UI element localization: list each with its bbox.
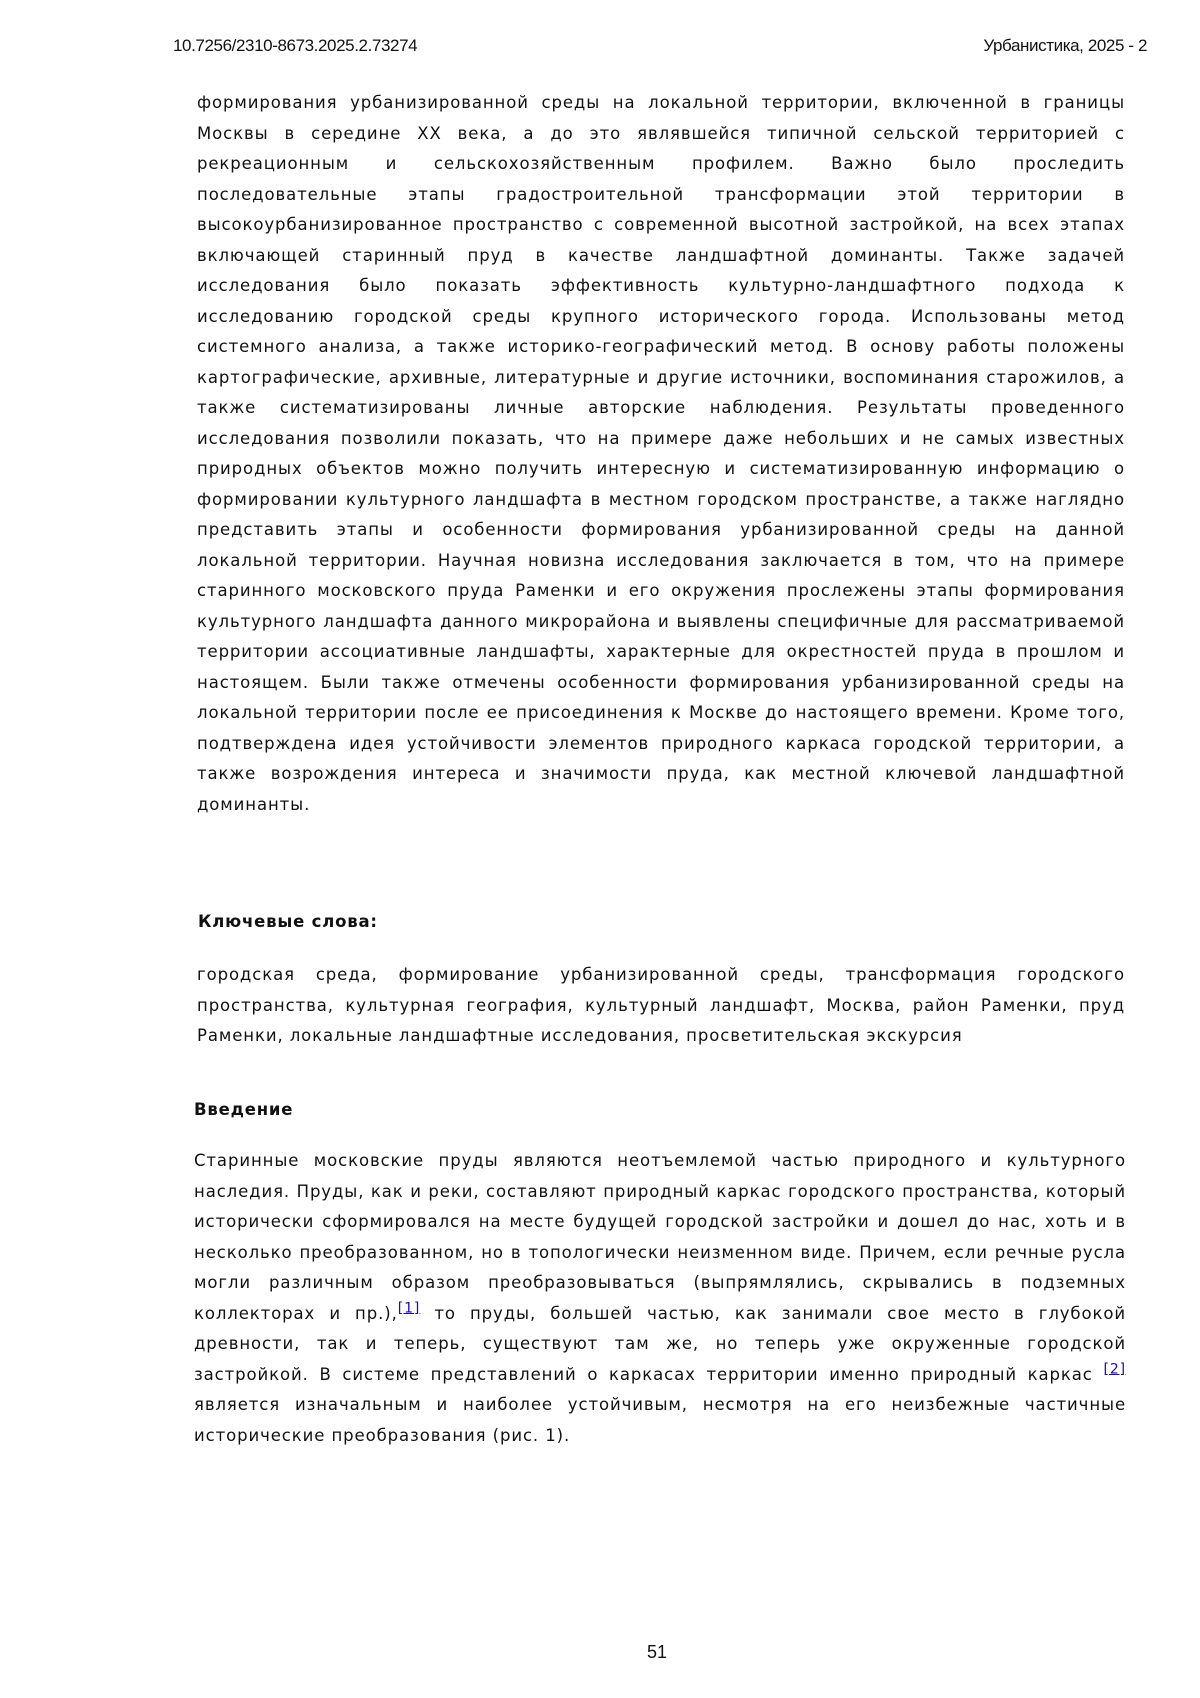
keyword-item: просветительская экскурсия: [686, 1026, 962, 1045]
keywords-list: городская среда, формирование урбанизированной среды, трансформация городского пространства, культурная география, культурный ландшафт, Москва, район Раменки, пруд Раменки, локальные ландшафтные исследования, просветительская экскурсия: [197, 960, 1125, 1052]
keyword-item: локальные ландшафтные исследования: [290, 1026, 674, 1045]
introduction-text: [194, 1146, 1126, 1451]
keyword-item: трансформация городского пространства: [197, 965, 1125, 1015]
introduction-heading: Введение: [194, 1100, 293, 1119]
abstract-text: формирования урбанизированной среды на локальной территории, включенной в границы Москвы в середине ХХ века, а до это являвшейся типичной сельской территорией с рекреационным и сельскохозяйственным профилем. Важно было проследить последовательные этапы градостроительной трансформации этой территории в высокоурбанизированное пространство с современной высотной застройкой, на всех этапах включающей старинный пруд в качестве ландшафтной доминанты. Также задачей исследования было показать эффективность культурно-ландшафтного подхода к исследованию городской среды крупного исторического города. Использованы метод системного анализа, а также историко-географический метод. В основу работы положены картографические, архивные, литературные и другие источники, воспоминания старожилов, а также систематизированы личные авторские наблюдения. Результаты проведенного исследования позволили показать, что на примере даже небольших и не самых известных природных объектов можно получить интересную и систематизированную информацию о формировании культурного ландшафта в местном городском пространстве, а также наглядно представить этапы и особенности формирования урбанизированной среды на данной локальной территории. Научная новизна исследования заключается в том, что на примере старинного московского пруда Раменки и его окружения прослежены этапы формирования культурного ландшафта данного микрорайона и выявлены специфичные для рассматриваемой территории ассоциативные ландшафты, характерные для окрестностей пруда в прошлом и настоящем. Были также отмечены особенности формирования урбанизированной среды на локальной территории после ее присоединения к Москве до настоящего времени. Кроме того, подтверждена идея устойчивости элементов природного каркаса городской территории, а также возрождения интереса и значимости пруда, как местной ключевой ландшафтной доминанты.: [197, 88, 1125, 820]
intro-text-part-1: Старинные московские пруды являются неотъемлемой частью природного и культурного наследия. Пруды, как и реки, составляют природный каркас городского пространства, который исторически сформировался на месте будущей городской застройки и дошел до нас, хоть и в несколько преобразованном, но в топологически неизменном виде. Причем, если речные русла могли различным образом преобразовываться (выпрямлялись, скрывались в подземных коллекторах и пр.),: [194, 1151, 1126, 1323]
doi-header: 10.7256/2310-8673.2025.2.73274: [173, 36, 417, 56]
journal-header: Урбанистика, 2025 - 2: [983, 36, 1147, 56]
keyword-item: культурная география: [345, 996, 567, 1015]
page-number: 51: [0, 1642, 1200, 1663]
intro-text-part-3: является изначальным и наиболее устойчивым, несмотря на его неизбежные частичные исторические преобразования (рис. 1).: [194, 1395, 1126, 1445]
keyword-item: городская среда: [197, 965, 372, 984]
keyword-item: формирование урбанизированной среды: [399, 965, 819, 984]
keyword-item: пруд Раменки: [197, 996, 1125, 1046]
keyword-item: Москва: [827, 996, 896, 1015]
keyword-item: район Раменки: [913, 996, 1062, 1015]
reference-link-2[interactable]: [2]: [1103, 1361, 1126, 1377]
intro-text-part-2: то пруды, большей частью, как занимали свое место в глубокой древности, так и теперь, существуют там же, но теперь уже окруженные городской застройкой. В системе представлений о каркасах территории именно природный каркас: [194, 1304, 1126, 1384]
keyword-item: культурный ландшафт: [585, 996, 809, 1015]
keywords-heading: Ключевые слова:: [198, 912, 378, 931]
reference-link-1[interactable]: [1]: [398, 1300, 421, 1316]
